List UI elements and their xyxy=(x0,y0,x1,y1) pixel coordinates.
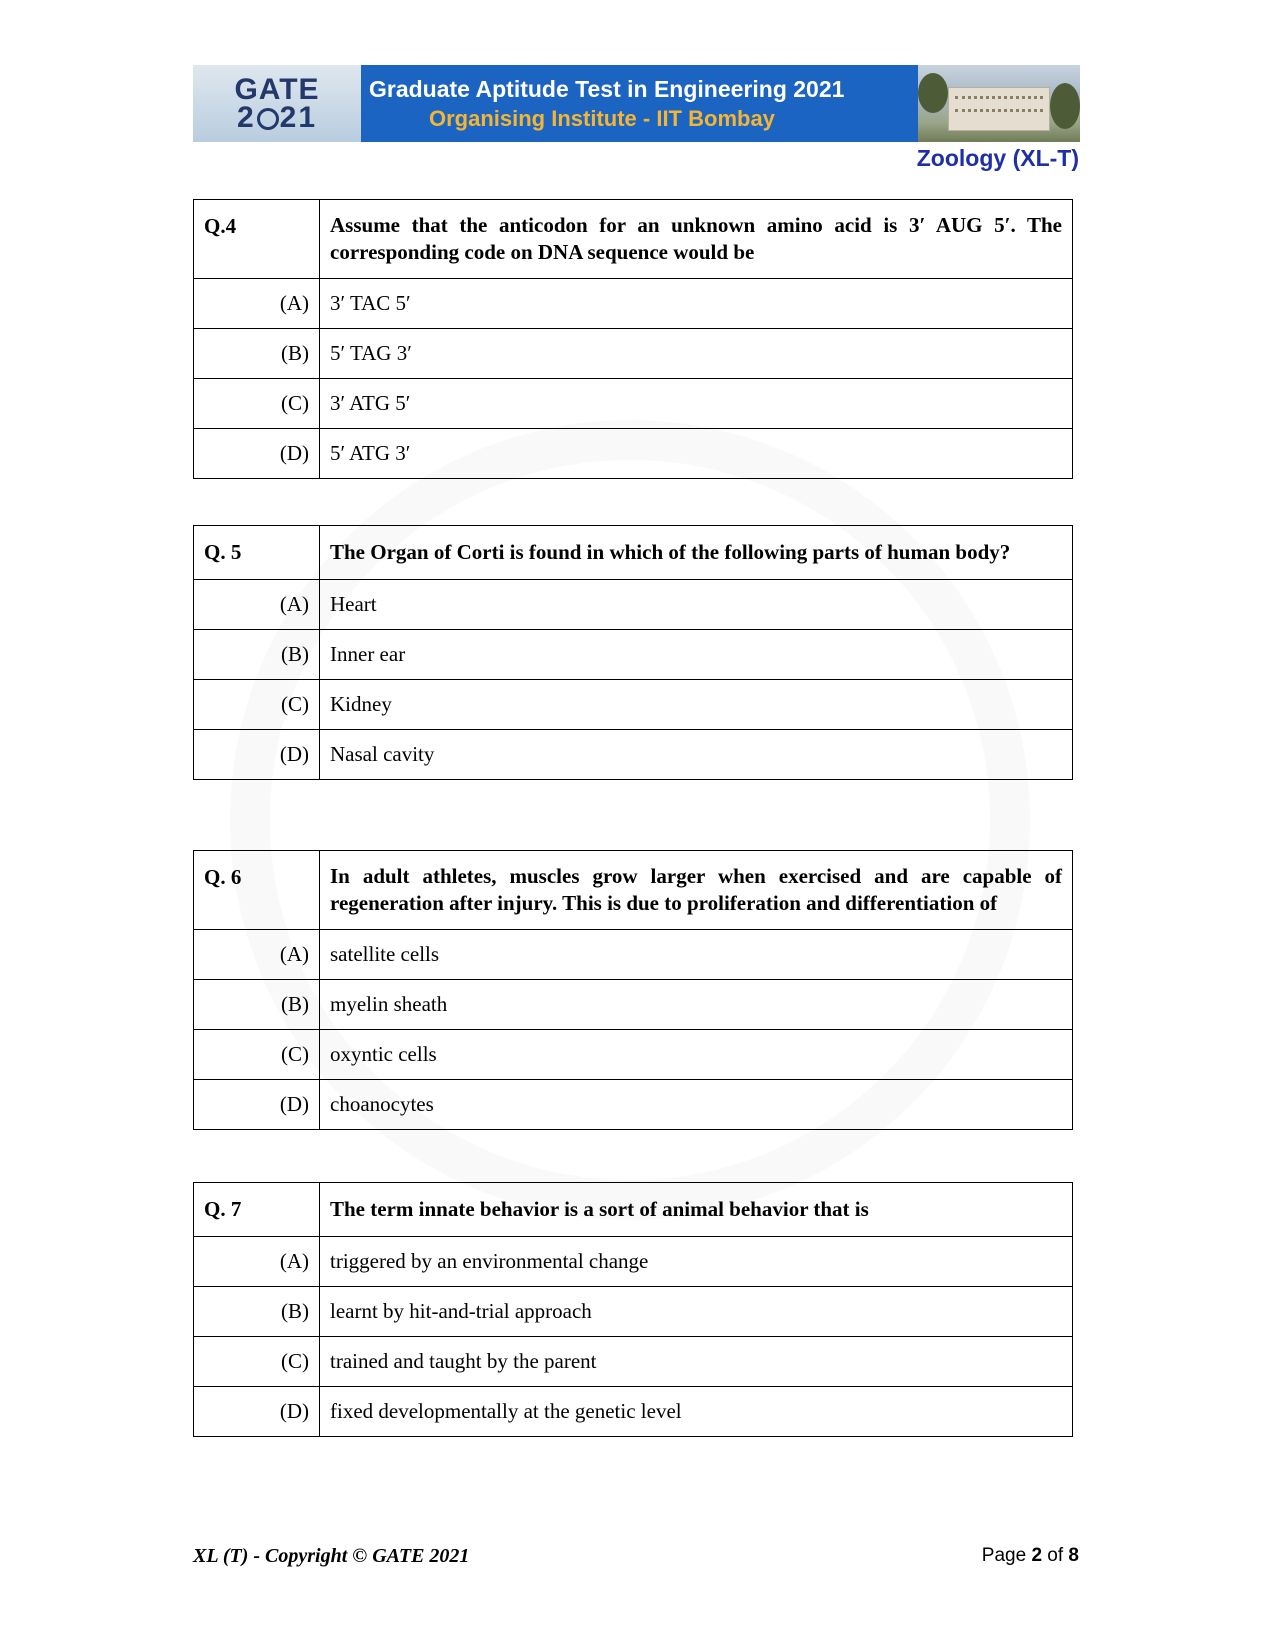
option-row xyxy=(194,630,1073,680)
option-row xyxy=(194,930,1073,980)
header-banner xyxy=(193,65,1080,142)
option-row xyxy=(194,279,1073,329)
question-text: The Organ of Corti is found in which of the following parts of human body? xyxy=(320,526,1073,580)
option-row xyxy=(194,1287,1073,1337)
question-number: Q. 7 xyxy=(194,1183,320,1237)
option-text: Heart xyxy=(320,580,1073,630)
option-text: Kidney xyxy=(320,680,1073,730)
option-label: (C) xyxy=(194,379,320,429)
option-row xyxy=(194,429,1073,479)
option-label: (B) xyxy=(194,329,320,379)
question-5 xyxy=(193,525,1073,780)
option-label: (C) xyxy=(194,1337,320,1387)
tree-left xyxy=(918,73,948,113)
question-row xyxy=(194,1183,1073,1237)
option-row xyxy=(194,730,1073,780)
option-text: satellite cells xyxy=(320,930,1073,980)
option-text: 3′ TAC 5′ xyxy=(320,279,1073,329)
question-number: Q. 5 xyxy=(194,526,320,580)
header-title-bar xyxy=(361,65,918,142)
logo-year-right: 21 xyxy=(279,100,318,134)
option-label: (C) xyxy=(194,1030,320,1080)
logo-year-left: 2 xyxy=(236,100,256,134)
gate-logo xyxy=(193,65,361,142)
question-4 xyxy=(193,199,1073,479)
option-text: choanocytes xyxy=(320,1080,1073,1130)
seal-icon xyxy=(257,108,279,130)
option-label: (D) xyxy=(194,1387,320,1437)
logo-year xyxy=(236,100,318,134)
page-current: 2 xyxy=(1031,1545,1043,1566)
option-row xyxy=(194,1030,1073,1080)
building-image xyxy=(948,87,1050,131)
option-text: oxyntic cells xyxy=(320,1030,1073,1080)
option-text: learnt by hit-and-trial approach xyxy=(320,1287,1073,1337)
option-text: 5′ TAG 3′ xyxy=(320,329,1073,379)
question-number: Q. 6 xyxy=(194,851,320,930)
question-text: Assume that the anticodon for an unknown amino acid is 3′ AUG 5′. The corresponding code on DNA sequence would be xyxy=(320,200,1073,279)
option-label: (B) xyxy=(194,1287,320,1337)
option-label: (D) xyxy=(194,1080,320,1130)
exam-title: Graduate Aptitude Test in Engineering 2021 xyxy=(369,75,845,102)
option-row xyxy=(194,329,1073,379)
question-row xyxy=(194,200,1073,279)
option-label: (D) xyxy=(194,429,320,479)
option-text: myelin sheath xyxy=(320,980,1073,1030)
page-total: 8 xyxy=(1068,1545,1079,1566)
option-row xyxy=(194,680,1073,730)
option-row xyxy=(194,1337,1073,1387)
question-text: The term innate behavior is a sort of animal behavior that is xyxy=(320,1183,1073,1237)
question-row xyxy=(194,526,1073,580)
question-text: In adult athletes, muscles grow larger when exercised and are capable of regeneration after injury. This is due to proliferation and differentiation of xyxy=(320,851,1073,930)
option-text: Nasal cavity xyxy=(320,730,1073,780)
question-7 xyxy=(193,1182,1073,1437)
option-text: 5′ ATG 3′ xyxy=(320,429,1073,479)
option-row xyxy=(194,1387,1073,1437)
footer-copyright: XL (T) - Copyright © GATE 2021 xyxy=(193,1545,470,1567)
page-prefix: Page xyxy=(981,1545,1032,1566)
option-label: (C) xyxy=(194,680,320,730)
option-label: (A) xyxy=(194,930,320,980)
tree-right xyxy=(1050,83,1080,129)
option-row xyxy=(194,1237,1073,1287)
question-row xyxy=(194,851,1073,930)
question-number: Q.4 xyxy=(194,200,320,279)
option-text: triggered by an environmental change xyxy=(320,1237,1073,1287)
option-row xyxy=(194,379,1073,429)
option-label: (A) xyxy=(194,580,320,630)
option-text: trained and taught by the parent xyxy=(320,1337,1073,1387)
campus-photo xyxy=(918,65,1080,142)
option-row xyxy=(194,580,1073,630)
option-label: (A) xyxy=(194,1237,320,1287)
page-middle: of xyxy=(1042,1545,1069,1566)
option-row xyxy=(194,1080,1073,1130)
option-label: (B) xyxy=(194,630,320,680)
subject-title: Zoology (XL-T) xyxy=(916,145,1079,171)
option-label: (D) xyxy=(194,730,320,780)
organising-institute: Organising Institute - IIT Bombay xyxy=(429,105,775,131)
option-text: fixed developmentally at the genetic level xyxy=(320,1387,1073,1437)
logo-word: GATE xyxy=(234,72,320,106)
page-number xyxy=(982,1545,1079,1567)
option-label: (A) xyxy=(194,279,320,329)
option-text: 3′ ATG 5′ xyxy=(320,379,1073,429)
option-row xyxy=(194,980,1073,1030)
option-text: Inner ear xyxy=(320,630,1073,680)
question-6 xyxy=(193,850,1073,1130)
option-label: (B) xyxy=(194,980,320,1030)
